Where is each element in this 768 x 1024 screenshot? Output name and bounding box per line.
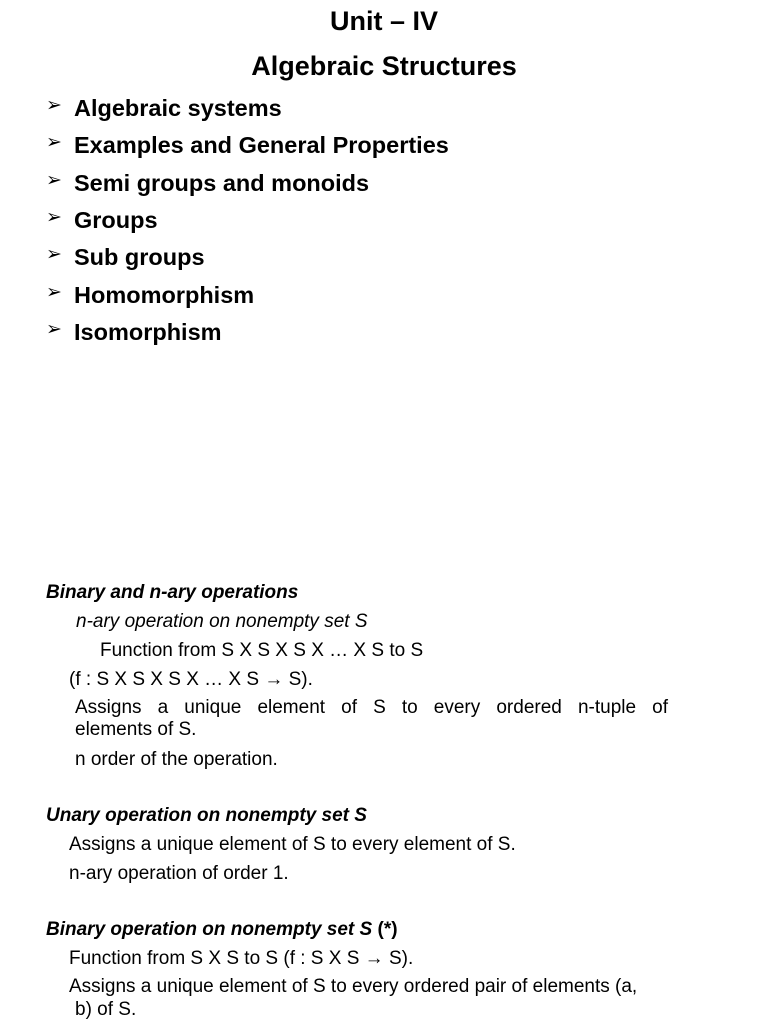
binary-function-line: Function from S X S to S (f : S X S → S). bbox=[69, 948, 414, 969]
nary-assigns-line-2: elements of S. bbox=[75, 719, 197, 740]
topic-label: Groups bbox=[74, 207, 158, 234]
list-item bbox=[46, 202, 449, 239]
nary-notation: (f : S X S X S X … X S → S). bbox=[69, 669, 313, 690]
unary-assigns-line: Assigns a unique element of S to every element of S. bbox=[69, 834, 516, 855]
nary-assigns-line-1: Assigns a unique element of S to every ordered n-tuple of bbox=[75, 697, 668, 718]
unit-title: Unit – IV bbox=[329, 6, 438, 36]
binary-heading-text: Binary operation on nonempty set S bbox=[46, 919, 373, 940]
list-item bbox=[46, 276, 449, 313]
nary-function-line: Function from S X S X S X … X S to S bbox=[100, 640, 424, 661]
page-title: Algebraic Structures bbox=[251, 51, 517, 81]
list-item bbox=[46, 127, 449, 164]
binary-assigns-line-2: b) of S. bbox=[75, 999, 137, 1020]
topic-label: Algebraic systems bbox=[74, 95, 282, 122]
topic-label: Sub groups bbox=[74, 244, 205, 271]
arrow-bullet-icon: ➢ bbox=[46, 132, 62, 154]
topic-label: Homomorphism bbox=[74, 281, 255, 308]
arrow-bullet-icon: ➢ bbox=[46, 318, 62, 340]
arrow-bullet-icon: ➢ bbox=[46, 207, 62, 229]
topic-label: Isomorphism bbox=[74, 318, 222, 345]
list-item bbox=[46, 90, 449, 127]
list-item bbox=[46, 314, 449, 351]
arrow-bullet-icon: ➢ bbox=[46, 244, 62, 266]
arrow-bullet-icon: ➢ bbox=[46, 169, 62, 191]
unary-section-heading: Unary operation on nonempty set S bbox=[46, 805, 367, 826]
nary-subheading: n-ary operation on nonempty set S bbox=[76, 611, 368, 632]
topic-label: Examples and General Properties bbox=[74, 132, 449, 159]
unary-order-line: n-ary operation of order 1. bbox=[69, 863, 289, 884]
nary-order-line: n order of the operation. bbox=[75, 749, 278, 770]
nary-section-heading: Binary and n-ary operations bbox=[46, 582, 299, 603]
list-item bbox=[46, 165, 449, 202]
binary-section-heading bbox=[46, 919, 398, 941]
binary-symbol: (*) bbox=[372, 919, 398, 940]
topic-list bbox=[46, 90, 449, 351]
topic-label: Semi groups and monoids bbox=[74, 169, 370, 196]
list-item bbox=[46, 239, 449, 276]
arrow-bullet-icon: ➢ bbox=[46, 281, 62, 303]
binary-assigns-line-1: Assigns a unique element of S to every ordered pair of elements (a, bbox=[69, 976, 638, 997]
arrow-bullet-icon: ➢ bbox=[46, 95, 62, 117]
